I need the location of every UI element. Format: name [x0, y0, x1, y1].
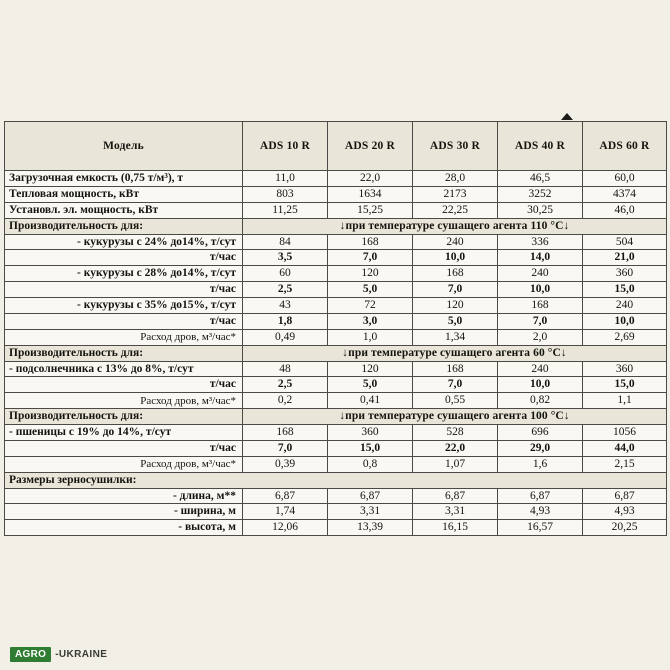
cell-value: 168 [413, 266, 498, 282]
cell-value: 240 [413, 234, 498, 250]
cell-value: 7,0 [328, 250, 413, 266]
row-label: т/час [5, 282, 243, 298]
cell-value: 10,0 [413, 250, 498, 266]
cell-value: 10,0 [583, 313, 667, 329]
row-label: т/час [5, 313, 243, 329]
cell-value: 48 [243, 361, 328, 377]
table-row [5, 298, 667, 314]
cell-value: 0,39 [243, 456, 328, 472]
cell-value: 2,0 [498, 329, 583, 345]
table-row [5, 282, 667, 298]
cell-value: 360 [583, 266, 667, 282]
watermark [10, 647, 107, 662]
table-row [5, 393, 667, 409]
cell-value: 360 [583, 361, 667, 377]
cell-value: 3,5 [243, 250, 328, 266]
cell-value: 1056 [583, 425, 667, 441]
column-header-model: Модель [5, 122, 243, 171]
table-row [5, 313, 667, 329]
cell-value: 21,0 [583, 250, 667, 266]
column-header-ads-30-r: ADS 30 R [413, 122, 498, 171]
table-row [5, 488, 667, 504]
cell-value: 336 [498, 234, 583, 250]
cell-value: 0,49 [243, 329, 328, 345]
table-row [5, 456, 667, 472]
cell-value: 803 [243, 186, 328, 202]
cell-value: 528 [413, 425, 498, 441]
cell-value: 5,0 [328, 377, 413, 393]
cell-value: 6,87 [498, 488, 583, 504]
watermark-text: -UKRAINE [55, 649, 108, 660]
table-row [5, 329, 667, 345]
cell-value: 16,15 [413, 520, 498, 536]
column-header-ads-20-r: ADS 20 R [328, 122, 413, 171]
cell-value: 0,55 [413, 393, 498, 409]
row-label: - кукурузы с 35% до15%, т/сут [5, 298, 243, 314]
cell-value: 15,0 [583, 282, 667, 298]
cell-value: 7,0 [498, 313, 583, 329]
cell-value: 60,0 [583, 171, 667, 187]
cell-value: 22,25 [413, 202, 498, 218]
cell-value: 1,34 [413, 329, 498, 345]
row-label: - ширина, м [5, 504, 243, 520]
table-header-row [5, 122, 667, 171]
column-header-ads-40-r: ADS 40 R [498, 122, 583, 171]
table-group-row [5, 472, 667, 488]
table-section-row [5, 218, 667, 234]
row-label: - высота, м [5, 520, 243, 536]
table-body [5, 171, 667, 536]
specification-table [4, 121, 667, 536]
group-label: Размеры зерносушилки: [5, 472, 667, 488]
cell-value: 44,0 [583, 440, 667, 456]
cell-value: 28,0 [413, 171, 498, 187]
table-section-row [5, 409, 667, 425]
cell-value: 6,87 [583, 488, 667, 504]
cell-value: 504 [583, 234, 667, 250]
cell-value: 3252 [498, 186, 583, 202]
cell-value: 168 [243, 425, 328, 441]
cell-value: 7,0 [413, 377, 498, 393]
table-row [5, 425, 667, 441]
cell-value: 240 [498, 361, 583, 377]
watermark-badge: AGRO [10, 647, 51, 662]
cell-value: 11,25 [243, 202, 328, 218]
cell-value: 15,0 [328, 440, 413, 456]
specification-table-container [4, 121, 666, 536]
cell-value: 2,5 [243, 377, 328, 393]
table-section-row [5, 345, 667, 361]
cell-value: 15,0 [583, 377, 667, 393]
row-label: Загрузочная емкость (0,75 т/м³), т [5, 171, 243, 187]
cell-value: 20,25 [583, 520, 667, 536]
cell-value: 60 [243, 266, 328, 282]
cell-value: 4,93 [498, 504, 583, 520]
cell-value: 22,0 [328, 171, 413, 187]
row-label: т/час [5, 440, 243, 456]
cell-value: 168 [498, 298, 583, 314]
cell-value: 72 [328, 298, 413, 314]
row-label: Расход дров, м³/час* [5, 456, 243, 472]
cell-value: 360 [328, 425, 413, 441]
cell-value: 0,8 [328, 456, 413, 472]
section-label: Производительность для: [5, 345, 243, 361]
section-note: ↓при температуре сушащего агента 100 °С↓ [243, 409, 667, 425]
cell-value: 11,0 [243, 171, 328, 187]
cell-value: 46,5 [498, 171, 583, 187]
table-row [5, 440, 667, 456]
row-label: - пшеницы с 19% до 14%, т/сут [5, 425, 243, 441]
table-row [5, 186, 667, 202]
row-label: - кукурузы с 28% до14%, т/сут [5, 266, 243, 282]
table-row [5, 504, 667, 520]
row-label: - кукурузы с 24% до14%, т/сут [5, 234, 243, 250]
cell-value: 15,25 [328, 202, 413, 218]
cell-value: 4374 [583, 186, 667, 202]
cell-value: 1,74 [243, 504, 328, 520]
cell-value: 84 [243, 234, 328, 250]
cell-value: 13,39 [328, 520, 413, 536]
column-header-ads-10-r: ADS 10 R [243, 122, 328, 171]
cell-value: 0,41 [328, 393, 413, 409]
cell-value: 2,15 [583, 456, 667, 472]
cell-value: 3,31 [328, 504, 413, 520]
cell-value: 240 [583, 298, 667, 314]
section-note: ↓при температуре сушащего агента 60 °С↓ [243, 345, 667, 361]
cell-value: 6,87 [413, 488, 498, 504]
cell-value: 120 [328, 266, 413, 282]
cell-value: 14,0 [498, 250, 583, 266]
row-label: Расход дров, м³/час* [5, 329, 243, 345]
cell-value: 1,0 [328, 329, 413, 345]
table-row [5, 234, 667, 250]
cell-value: 7,0 [413, 282, 498, 298]
cell-value: 2,5 [243, 282, 328, 298]
cell-value: 5,0 [413, 313, 498, 329]
cell-value: 120 [413, 298, 498, 314]
cell-value: 3,31 [413, 504, 498, 520]
cell-value: 16,57 [498, 520, 583, 536]
cell-value: 2173 [413, 186, 498, 202]
cell-value: 1,6 [498, 456, 583, 472]
cell-value: 5,0 [328, 282, 413, 298]
cell-value: 1,07 [413, 456, 498, 472]
row-label: т/час [5, 377, 243, 393]
cell-value: 0,2 [243, 393, 328, 409]
top-triangle-marker [561, 113, 573, 120]
cell-value: 0,82 [498, 393, 583, 409]
section-label: Производительность для: [5, 409, 243, 425]
cell-value: 1,8 [243, 313, 328, 329]
row-label: Расход дров, м³/час* [5, 393, 243, 409]
row-label: - длина, м** [5, 488, 243, 504]
row-label: Установл. эл. мощность, кВт [5, 202, 243, 218]
cell-value: 3,0 [328, 313, 413, 329]
row-label: Тепловая мощность, кВт [5, 186, 243, 202]
cell-value: 22,0 [413, 440, 498, 456]
table-row [5, 361, 667, 377]
section-label: Производительность для: [5, 218, 243, 234]
cell-value: 240 [498, 266, 583, 282]
section-note: ↓при температуре сушащего агента 110 °С↓ [243, 218, 667, 234]
table-row [5, 266, 667, 282]
cell-value: 1,1 [583, 393, 667, 409]
cell-value: 168 [413, 361, 498, 377]
table-row [5, 202, 667, 218]
cell-value: 7,0 [243, 440, 328, 456]
cell-value: 1634 [328, 186, 413, 202]
column-header-ads-60-r: ADS 60 R [583, 122, 667, 171]
cell-value: 10,0 [498, 282, 583, 298]
cell-value: 43 [243, 298, 328, 314]
cell-value: 168 [328, 234, 413, 250]
cell-value: 12,06 [243, 520, 328, 536]
cell-value: 2,69 [583, 329, 667, 345]
table-row [5, 520, 667, 536]
table-row [5, 250, 667, 266]
cell-value: 29,0 [498, 440, 583, 456]
cell-value: 6,87 [243, 488, 328, 504]
table-row [5, 377, 667, 393]
cell-value: 4,93 [583, 504, 667, 520]
cell-value: 6,87 [328, 488, 413, 504]
cell-value: 30,25 [498, 202, 583, 218]
cell-value: 120 [328, 361, 413, 377]
table-row [5, 171, 667, 187]
cell-value: 696 [498, 425, 583, 441]
cell-value: 10,0 [498, 377, 583, 393]
row-label: т/час [5, 250, 243, 266]
cell-value: 46,0 [583, 202, 667, 218]
row-label: - подсолнечника с 13% до 8%, т/сут [5, 361, 243, 377]
